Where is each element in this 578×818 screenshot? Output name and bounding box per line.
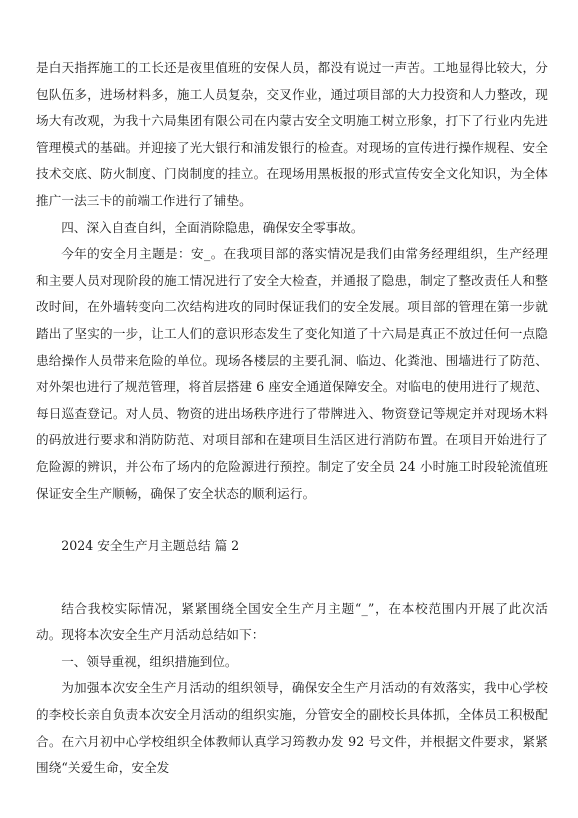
section-heading-4: 四、深入自查自纠，全面消除隐患，确保安全零事故。 bbox=[61, 219, 364, 235]
article-title: 2024 安全生产月主题总结 篇 2 bbox=[61, 538, 240, 554]
paragraph-organization: 为加强本次安全生产月活动的组织领导，确保安全生产月活动的有效落实，我中心学校的李校长亲自负责本次安全月活动的组织实施，分管安全的副校长具体抓，全体员工积极配合。在六月初中心学校组织全体教师认真学习筠教办发 92 号文件，并根据文件要求，紧紧围绕“关爱生命，安全发 bbox=[36, 680, 548, 776]
paragraph-school-intro: 结合我校实际情况，紧紧围绕全国安全生产月主题“_”，在本校范围内开展了此次活动。现将本次安全生产月活动总结如下： bbox=[36, 600, 548, 643]
paragraph-site-management: 是白天指挥施工的工长还是夜里值班的安保人员，都没有说过一声苦。工地显得比较大，分包队伍多，进场材料多，施工人员复杂，交叉作业，通过项目部的大力投资和人力整改，现场大有改观，为我十六局集团有限公司在内蒙古安全文明施工树立形象，打下了行业内先进管理模式的基础。并迎接了光大银行和浦发银行的检查。对现场的宣传进行操作规程、安全技术交底、防火制度、门岗制度的挂立。在现场用黑板报的形式宣传安全文化知识，为全体推广一法三卡的前端工作进行了铺垫。 bbox=[36, 60, 548, 208]
paragraph-safety-month-theme: 今年的安全月主题是：安_。在我项目部的落实情况是我们由常务经理组织，生产经理和主要人员对现阶段的施工情况进行了安全大检查，并通报了隐患，制定了整改责任人和整改时间，在外墙转变向二次结构进攻的同时保证我们的安全发展。项目部的管理在第一步就踏出了坚实的一步，让工人们的意识形态发生了变化知道了十六局是真正不放过任何一点隐患给操作人员带来危险的单位。现场各楼层的主要孔洞、临边、化粪池、围墙进行了防范、对外架也进行了规范管理，将首层搭建 6 座安全通道保障安全。对临电的使用进行了规范、每日巡查登记。对人员、物资的进出场秩序进行了带牌进入、物资登记等规定并对现场木料的码放进行要求和消防防范、对项目部和在建项目生活区进行消防布置。在项目开始进行了危险源的辨识，并公布了场内的危险源进行预控。制定了安全员 24 小时施工时段轮流值班保证安全生产顺畅，确保了安全状态的顺利运行。 bbox=[36, 246, 548, 501]
section-heading-1: 一、领导重视，组织措施到位。 bbox=[61, 653, 238, 669]
